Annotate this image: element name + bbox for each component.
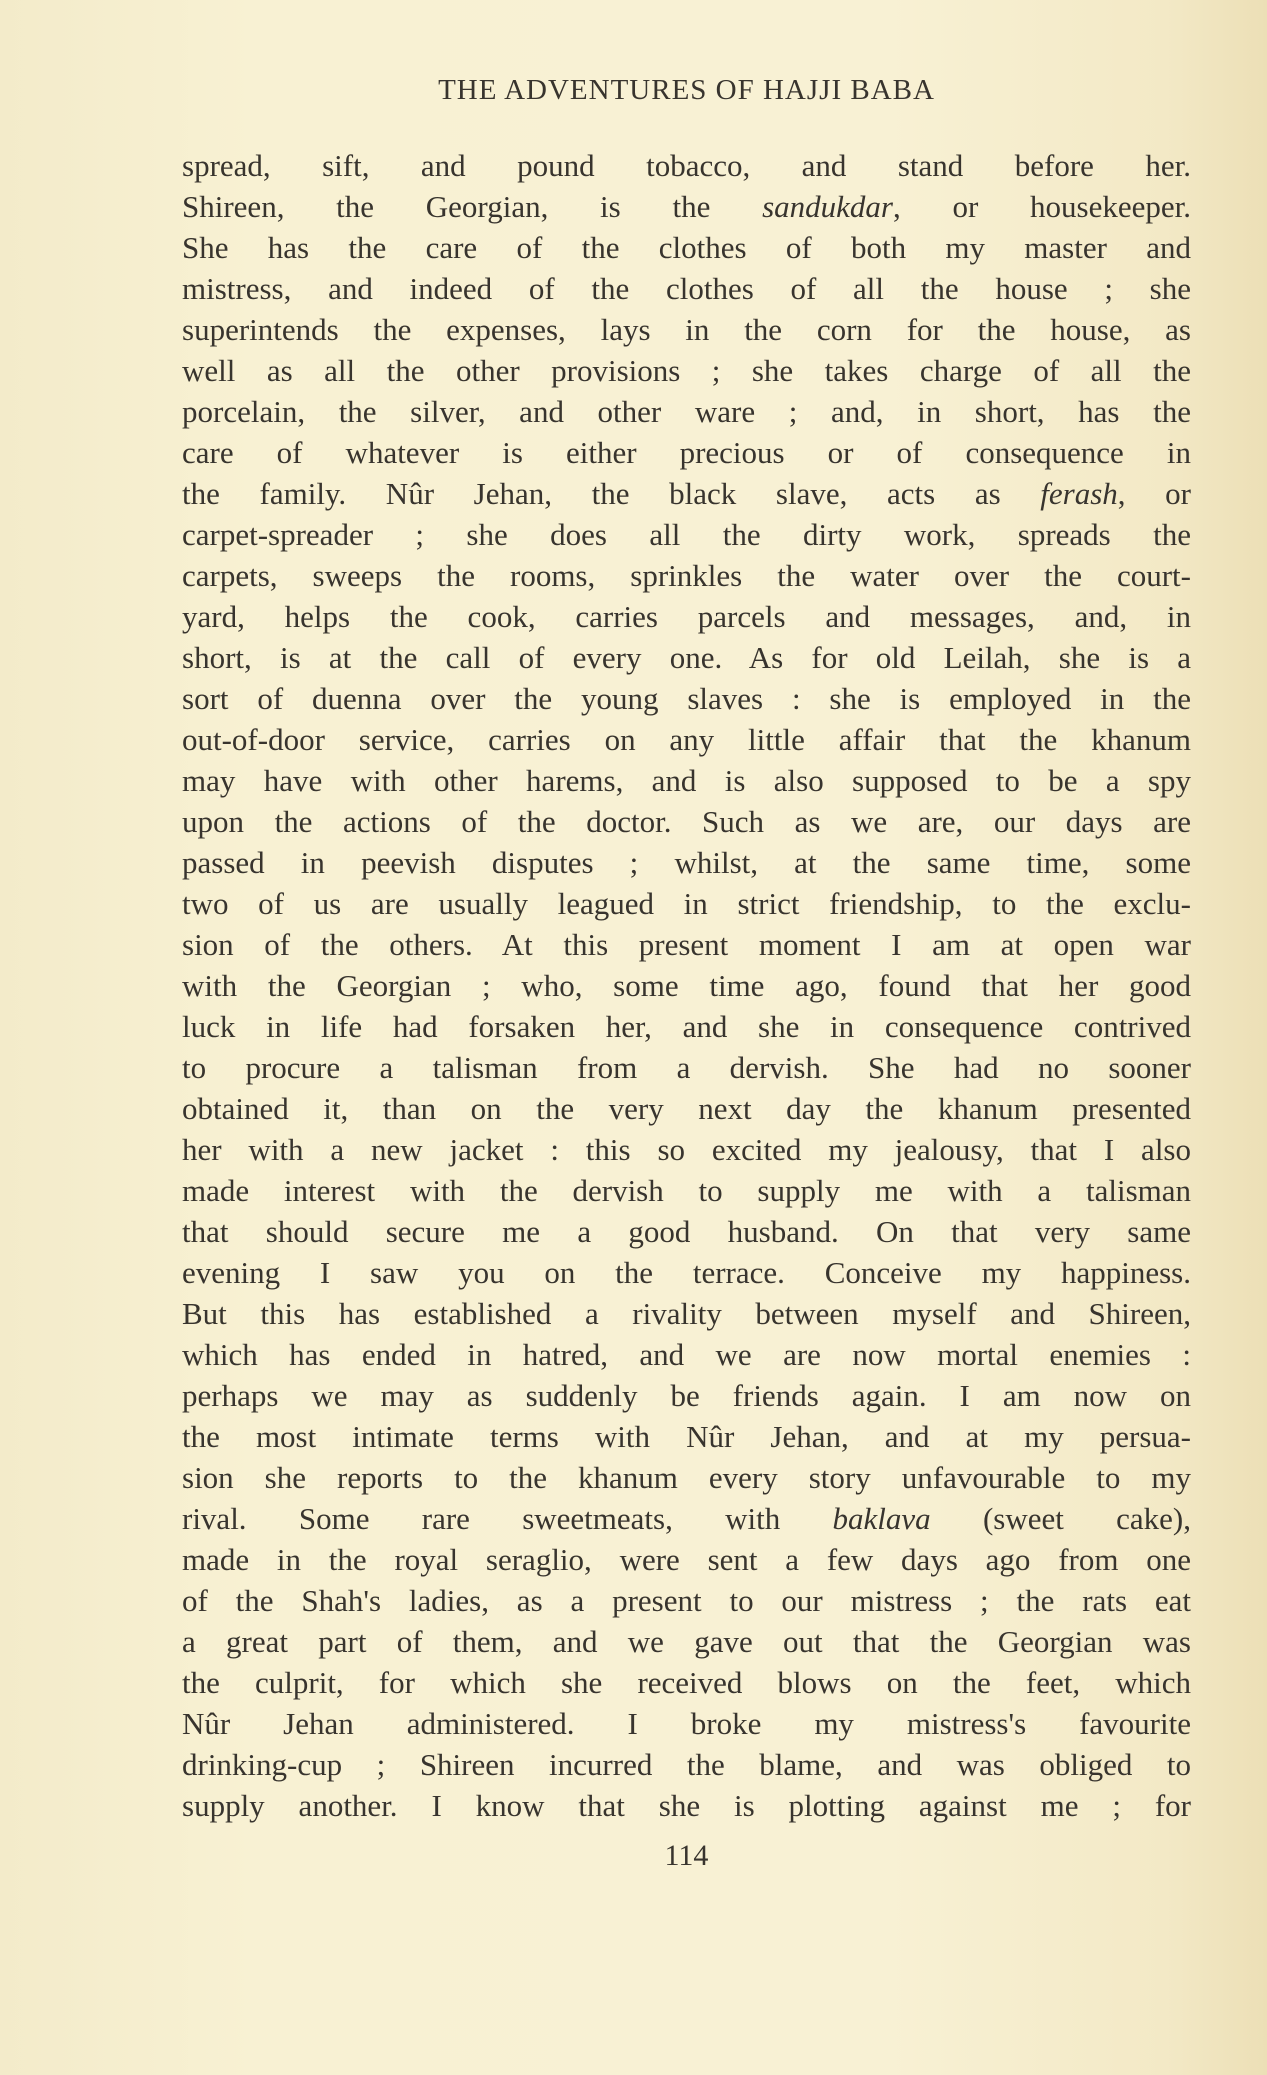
text-line: out-of-door service, carries on any little affair that the khanum: [182, 722, 1191, 757]
text-line: perhaps we may as suddenly be friends again. I am now on: [182, 1378, 1191, 1413]
text-line: Nûr Jehan administered. I broke my mistress's favourite: [182, 1706, 1191, 1741]
text-line: her with a new jacket : this so excited my jealousy, that I also: [182, 1132, 1191, 1167]
text-line: carpet-spreader ; she does all the dirty work, spreads the: [182, 517, 1191, 552]
text-line: upon the actions of the doctor. Such as we are, our days are: [182, 804, 1191, 839]
text-line: two of us are usually leagued in strict friendship, to the exclu-: [182, 886, 1191, 921]
text-line: the culprit, for which she received blows on the feet, which: [182, 1665, 1191, 1700]
italic-term: sandukdar: [762, 189, 893, 224]
body-text: [182, 145, 1191, 1826]
text-line: supply another. I know that she is plotting against me ; for: [182, 1788, 1191, 1823]
text-line: to procure a talisman from a dervish. She had no sooner: [182, 1050, 1191, 1085]
text-line: porcelain, the silver, and other ware ; and, in short, has the: [182, 394, 1191, 429]
text-line: that should secure me a good husband. On that very same: [182, 1214, 1191, 1249]
text-line: the family. Nûr Jehan, the black slave, acts as ferash, or: [182, 476, 1191, 511]
text-line: But this has established a rivality between myself and Shireen,: [182, 1296, 1191, 1331]
text-line: with the Georgian ; who, some time ago, found that her good: [182, 968, 1191, 1003]
text-line: obtained it, than on the very next day the khanum presented: [182, 1091, 1191, 1126]
text-line: which has ended in hatred, and we are now mortal enemies :: [182, 1337, 1191, 1372]
text-line: Shireen, the Georgian, is the sandukdar, or housekeeper.: [182, 189, 1191, 224]
running-header: THE ADVENTURES OF HAJJI BABA: [438, 74, 935, 106]
italic-term: baklava: [832, 1501, 931, 1536]
text-line: short, is at the call of every one. As for old Leilah, she is a: [182, 640, 1191, 675]
text-line: sion of the others. At this present moment I am at open war: [182, 927, 1191, 962]
text-line: the most intimate terms with Nûr Jehan, and at my persua-: [182, 1419, 1191, 1454]
text-line: She has the care of the clothes of both my master and: [182, 230, 1191, 265]
text-line: care of whatever is either precious or of consequence in: [182, 435, 1191, 470]
text-line: made in the royal seraglio, were sent a few days ago from one: [182, 1542, 1191, 1577]
text-line: well as all the other provisions ; she takes charge of all the: [182, 353, 1191, 388]
text-line: rival. Some rare sweetmeats, with baklava (sweet cake),: [182, 1501, 1192, 1536]
text-line: luck in life had forsaken her, and she in consequence contrived: [182, 1009, 1191, 1044]
text-line: yard, helps the cook, carries parcels and messages, and, in: [182, 599, 1191, 634]
text-line: carpets, sweeps the rooms, sprinkles the water over the court-: [182, 558, 1191, 593]
text-line: may have with other harems, and is also supposed to be a spy: [182, 763, 1191, 798]
text-line: sort of duenna over the young slaves : she is employed in the: [182, 681, 1191, 716]
text-line: made interest with the dervish to supply me with a talisman: [182, 1173, 1191, 1208]
text-line: a great part of them, and we gave out that the Georgian was: [182, 1624, 1191, 1659]
page-number: 114: [664, 1839, 709, 1872]
italic-term: ferash: [1040, 476, 1118, 511]
text-line: superintends the expenses, lays in the corn for the house, as: [182, 312, 1191, 347]
text-line: sion she reports to the khanum every story unfavourable to my: [182, 1460, 1191, 1495]
text-line: of the Shah's ladies, as a present to our mistress ; the rats eat: [182, 1583, 1191, 1618]
text-line: evening I saw you on the terrace. Conceive my happiness.: [182, 1255, 1191, 1290]
text-line: passed in peevish disputes ; whilst, at the same time, some: [182, 845, 1191, 880]
text-line: spread, sift, and pound tobacco, and stand before her.: [182, 148, 1191, 183]
text-line: mistress, and indeed of the clothes of all the house ; she: [182, 271, 1191, 306]
text-line: drinking-cup ; Shireen incurred the blame, and was obliged to: [182, 1747, 1191, 1782]
